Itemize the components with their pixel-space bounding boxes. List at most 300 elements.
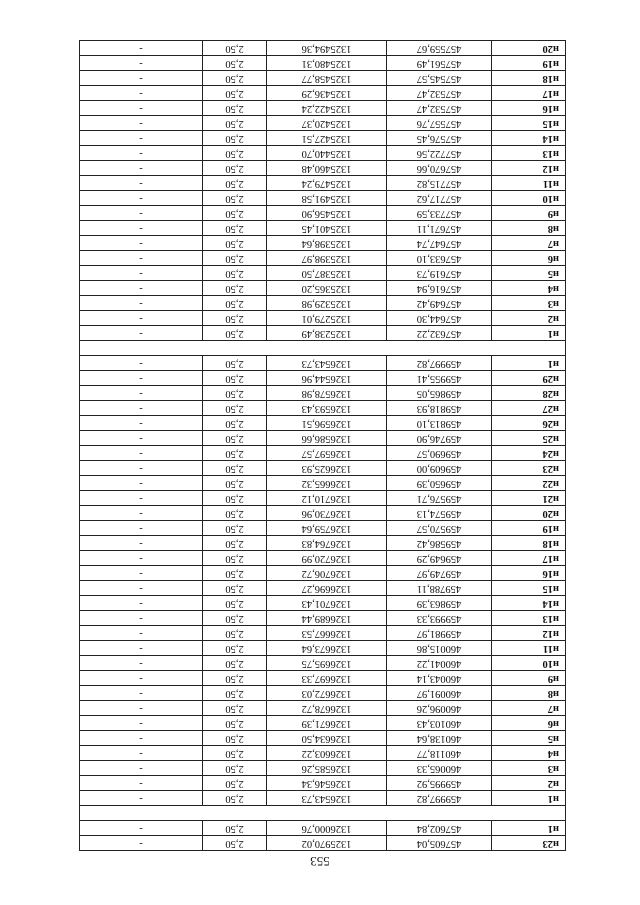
accuracy-cell: 2,50 bbox=[203, 641, 267, 656]
accuracy-cell: 2,50 bbox=[203, 716, 267, 731]
x-coordinate-cell: 459993,33 bbox=[387, 611, 492, 626]
note-cell: - bbox=[80, 626, 203, 641]
y-coordinate-cell: 1326625,93 bbox=[267, 461, 387, 476]
x-coordinate-cell: 459609,00 bbox=[387, 461, 492, 476]
x-coordinate-cell: 459997,82 bbox=[387, 791, 492, 806]
note-cell: - bbox=[80, 161, 203, 176]
point-name-cell: н19 bbox=[492, 56, 566, 71]
note-cell: - bbox=[80, 146, 203, 161]
y-coordinate-cell: 1326543,73 bbox=[267, 791, 387, 806]
note-cell: - bbox=[80, 131, 203, 146]
table-row bbox=[80, 776, 566, 791]
y-coordinate-cell: 1326710,12 bbox=[267, 491, 387, 506]
note-cell: - bbox=[80, 656, 203, 671]
point-name-cell: н11 bbox=[492, 176, 566, 191]
point-name-cell: н7 bbox=[492, 701, 566, 716]
accuracy-cell: 2,50 bbox=[203, 266, 267, 281]
table-row bbox=[80, 836, 566, 851]
x-coordinate-cell: 457647,74 bbox=[387, 236, 492, 251]
note-cell: - bbox=[80, 581, 203, 596]
accuracy-cell: 2,50 bbox=[203, 356, 267, 371]
section-separator-row bbox=[80, 806, 566, 821]
y-coordinate-cell: 1325479,24 bbox=[267, 176, 387, 191]
point-name-cell: н23 bbox=[492, 836, 566, 851]
table-row bbox=[80, 821, 566, 836]
table-row bbox=[80, 791, 566, 806]
note-cell: - bbox=[80, 401, 203, 416]
y-coordinate-cell: 1326544,96 bbox=[267, 371, 387, 386]
note-cell: - bbox=[80, 356, 203, 371]
point-name-cell: н14 bbox=[492, 131, 566, 146]
accuracy-cell: 2,50 bbox=[203, 521, 267, 536]
point-name-cell: н22 bbox=[492, 476, 566, 491]
y-coordinate-cell: 1326678,72 bbox=[267, 701, 387, 716]
x-coordinate-cell: 460103,43 bbox=[387, 716, 492, 731]
x-coordinate-cell: 457644,30 bbox=[387, 311, 492, 326]
section-separator-row bbox=[80, 341, 566, 356]
accuracy-cell: 2,50 bbox=[203, 116, 267, 131]
point-name-cell: н6 bbox=[492, 251, 566, 266]
accuracy-cell: 2,50 bbox=[203, 326, 267, 341]
x-coordinate-cell: 457605,04 bbox=[387, 836, 492, 851]
note-cell: - bbox=[80, 326, 203, 341]
table-row bbox=[80, 611, 566, 626]
x-coordinate-cell: 457561,49 bbox=[387, 56, 492, 71]
x-coordinate-cell: 459649,29 bbox=[387, 551, 492, 566]
coordinates-table bbox=[79, 40, 566, 851]
accuracy-cell: 2,50 bbox=[203, 431, 267, 446]
point-name-cell: н24 bbox=[492, 446, 566, 461]
note-cell: - bbox=[80, 371, 203, 386]
point-name-cell: н6 bbox=[492, 716, 566, 731]
point-name-cell: н14 bbox=[492, 596, 566, 611]
accuracy-cell: 2,50 bbox=[203, 56, 267, 71]
y-coordinate-cell: 1326701,43 bbox=[267, 596, 387, 611]
point-name-cell: н1 bbox=[492, 821, 566, 836]
table-row bbox=[80, 701, 566, 716]
point-name-cell: н9 bbox=[492, 206, 566, 221]
table-row bbox=[80, 566, 566, 581]
table-row bbox=[80, 71, 566, 86]
point-name-cell: н17 bbox=[492, 551, 566, 566]
accuracy-cell: 2,50 bbox=[203, 221, 267, 236]
table-row bbox=[80, 56, 566, 71]
accuracy-cell: 2,50 bbox=[203, 686, 267, 701]
note-cell: - bbox=[80, 386, 203, 401]
x-coordinate-cell: 457532,47 bbox=[387, 86, 492, 101]
x-coordinate-cell: 459576,71 bbox=[387, 491, 492, 506]
accuracy-cell: 2,50 bbox=[203, 476, 267, 491]
table-row bbox=[80, 536, 566, 551]
x-coordinate-cell: 459749,97 bbox=[387, 566, 492, 581]
y-coordinate-cell: 1325436,29 bbox=[267, 86, 387, 101]
accuracy-cell: 2,50 bbox=[203, 506, 267, 521]
point-name-cell: н7 bbox=[492, 236, 566, 251]
x-coordinate-cell: 457715,82 bbox=[387, 176, 492, 191]
point-name-cell: н16 bbox=[492, 101, 566, 116]
note-cell: - bbox=[80, 776, 203, 791]
y-coordinate-cell: 1325420,37 bbox=[267, 116, 387, 131]
y-coordinate-cell: 1325398,64 bbox=[267, 236, 387, 251]
accuracy-cell: 2,50 bbox=[203, 206, 267, 221]
point-name-cell: н13 bbox=[492, 611, 566, 626]
table-row bbox=[80, 401, 566, 416]
y-coordinate-cell: 1326706,72 bbox=[267, 566, 387, 581]
x-coordinate-cell: 457717,62 bbox=[387, 191, 492, 206]
accuracy-cell: 2,50 bbox=[203, 71, 267, 86]
point-name-cell: н3 bbox=[492, 296, 566, 311]
y-coordinate-cell: 1326667,53 bbox=[267, 626, 387, 641]
point-name-cell: н29 bbox=[492, 371, 566, 386]
note-cell: - bbox=[80, 266, 203, 281]
y-coordinate-cell: 1325456,90 bbox=[267, 206, 387, 221]
x-coordinate-cell: 457670,66 bbox=[387, 161, 492, 176]
x-coordinate-cell: 457616,94 bbox=[387, 281, 492, 296]
x-coordinate-cell: 460041,22 bbox=[387, 656, 492, 671]
y-coordinate-cell: 1325427,51 bbox=[267, 131, 387, 146]
point-name-cell: н5 bbox=[492, 266, 566, 281]
x-coordinate-cell: 457602,84 bbox=[387, 821, 492, 836]
x-coordinate-cell: 457545,57 bbox=[387, 71, 492, 86]
point-name-cell: н16 bbox=[492, 566, 566, 581]
y-coordinate-cell: 1326720,99 bbox=[267, 551, 387, 566]
table-row bbox=[80, 116, 566, 131]
x-coordinate-cell: 459813,10 bbox=[387, 416, 492, 431]
x-coordinate-cell: 457649,42 bbox=[387, 296, 492, 311]
y-coordinate-cell: 1326672,03 bbox=[267, 686, 387, 701]
y-coordinate-cell: 1325279,01 bbox=[267, 311, 387, 326]
x-coordinate-cell: 460118,77 bbox=[387, 746, 492, 761]
point-name-cell: н1 bbox=[492, 326, 566, 341]
x-coordinate-cell: 459863,39 bbox=[387, 596, 492, 611]
note-cell: - bbox=[80, 596, 203, 611]
y-coordinate-cell: 1326596,51 bbox=[267, 416, 387, 431]
point-name-cell: н10 bbox=[492, 191, 566, 206]
accuracy-cell: 2,50 bbox=[203, 731, 267, 746]
y-coordinate-cell: 1326764,83 bbox=[267, 536, 387, 551]
x-coordinate-cell: 457559,67 bbox=[387, 41, 492, 56]
table-row bbox=[80, 161, 566, 176]
note-cell: - bbox=[80, 101, 203, 116]
y-coordinate-cell: 1326603,22 bbox=[267, 746, 387, 761]
accuracy-cell: 2,50 bbox=[203, 461, 267, 476]
note-cell: - bbox=[80, 431, 203, 446]
point-name-cell: н20 bbox=[492, 506, 566, 521]
y-coordinate-cell: 1326597,57 bbox=[267, 446, 387, 461]
y-coordinate-cell: 1325387,50 bbox=[267, 266, 387, 281]
note-cell: - bbox=[80, 566, 203, 581]
table-row bbox=[80, 581, 566, 596]
table-row bbox=[80, 716, 566, 731]
x-coordinate-cell: 459586,42 bbox=[387, 536, 492, 551]
y-coordinate-cell: 1325480,31 bbox=[267, 56, 387, 71]
note-cell: - bbox=[80, 221, 203, 236]
table-row bbox=[80, 41, 566, 56]
table-row bbox=[80, 296, 566, 311]
accuracy-cell: 2,50 bbox=[203, 311, 267, 326]
note-cell: - bbox=[80, 506, 203, 521]
accuracy-cell: 2,50 bbox=[203, 611, 267, 626]
point-name-cell: н10 bbox=[492, 656, 566, 671]
accuracy-cell: 2,50 bbox=[203, 191, 267, 206]
x-coordinate-cell: 460138,64 bbox=[387, 731, 492, 746]
accuracy-cell: 2,50 bbox=[203, 746, 267, 761]
table-row bbox=[80, 626, 566, 641]
accuracy-cell: 2,50 bbox=[203, 401, 267, 416]
table-row bbox=[80, 476, 566, 491]
note-cell: - bbox=[80, 311, 203, 326]
note-cell: - bbox=[80, 416, 203, 431]
y-coordinate-cell: 1326689,44 bbox=[267, 611, 387, 626]
point-name-cell: н11 bbox=[492, 641, 566, 656]
y-coordinate-cell: 1325491,58 bbox=[267, 191, 387, 206]
table-row bbox=[80, 371, 566, 386]
table-row bbox=[80, 131, 566, 146]
accuracy-cell: 2,50 bbox=[203, 656, 267, 671]
table-row bbox=[80, 521, 566, 536]
x-coordinate-cell: 459981,97 bbox=[387, 626, 492, 641]
separator-cell bbox=[80, 341, 566, 356]
x-coordinate-cell: 457557,76 bbox=[387, 116, 492, 131]
accuracy-cell: 2,50 bbox=[203, 41, 267, 56]
point-name-cell: н4 bbox=[492, 281, 566, 296]
accuracy-cell: 2,50 bbox=[203, 386, 267, 401]
x-coordinate-cell: 457632,22 bbox=[387, 326, 492, 341]
table-row bbox=[80, 101, 566, 116]
table-row bbox=[80, 386, 566, 401]
table-row bbox=[80, 176, 566, 191]
point-name-cell: н18 bbox=[492, 536, 566, 551]
page-number: 553 bbox=[310, 854, 330, 869]
y-coordinate-cell: 1326695,75 bbox=[267, 656, 387, 671]
point-name-cell: н3 bbox=[492, 761, 566, 776]
separator-cell bbox=[80, 806, 566, 821]
point-name-cell: н15 bbox=[492, 581, 566, 596]
point-name-cell: н19 bbox=[492, 521, 566, 536]
x-coordinate-cell: 459955,41 bbox=[387, 371, 492, 386]
note-cell: - bbox=[80, 701, 203, 716]
accuracy-cell: 2,50 bbox=[203, 581, 267, 596]
table-row bbox=[80, 146, 566, 161]
x-coordinate-cell: 457671,11 bbox=[387, 221, 492, 236]
accuracy-cell: 2,50 bbox=[203, 131, 267, 146]
table-row bbox=[80, 761, 566, 776]
table-row bbox=[80, 641, 566, 656]
point-name-cell: н13 bbox=[492, 146, 566, 161]
x-coordinate-cell: 457532,47 bbox=[387, 101, 492, 116]
x-coordinate-cell: 460015,86 bbox=[387, 641, 492, 656]
point-name-cell: н28 bbox=[492, 386, 566, 401]
x-coordinate-cell: 459570,57 bbox=[387, 521, 492, 536]
point-name-cell: н12 bbox=[492, 626, 566, 641]
note-cell: - bbox=[80, 746, 203, 761]
table-row bbox=[80, 746, 566, 761]
accuracy-cell: 2,50 bbox=[203, 791, 267, 806]
y-coordinate-cell: 1326543,73 bbox=[267, 356, 387, 371]
table-row bbox=[80, 686, 566, 701]
y-coordinate-cell: 1325238,49 bbox=[267, 326, 387, 341]
y-coordinate-cell: 1326759,64 bbox=[267, 521, 387, 536]
table-row bbox=[80, 656, 566, 671]
note-cell: - bbox=[80, 116, 203, 131]
y-coordinate-cell: 1325970,02 bbox=[267, 836, 387, 851]
accuracy-cell: 2,50 bbox=[203, 836, 267, 851]
table-row bbox=[80, 206, 566, 221]
x-coordinate-cell: 457576,45 bbox=[387, 131, 492, 146]
table-row bbox=[80, 461, 566, 476]
accuracy-cell: 2,50 bbox=[203, 566, 267, 581]
point-name-cell: н21 bbox=[492, 491, 566, 506]
table-row bbox=[80, 596, 566, 611]
point-name-cell: н17 bbox=[492, 86, 566, 101]
accuracy-cell: 2,50 bbox=[203, 776, 267, 791]
y-coordinate-cell: 1325422,24 bbox=[267, 101, 387, 116]
accuracy-cell: 2,50 bbox=[203, 536, 267, 551]
y-coordinate-cell: 1326593,43 bbox=[267, 401, 387, 416]
point-name-cell: н26 bbox=[492, 416, 566, 431]
y-coordinate-cell: 1326671,39 bbox=[267, 716, 387, 731]
accuracy-cell: 2,50 bbox=[203, 416, 267, 431]
y-coordinate-cell: 1325329,98 bbox=[267, 296, 387, 311]
note-cell: - bbox=[80, 56, 203, 71]
x-coordinate-cell: 459746,90 bbox=[387, 431, 492, 446]
table-row bbox=[80, 671, 566, 686]
table-row bbox=[80, 236, 566, 251]
point-name-cell: н5 bbox=[492, 731, 566, 746]
accuracy-cell: 2,50 bbox=[203, 281, 267, 296]
note-cell: - bbox=[80, 476, 203, 491]
note-cell: - bbox=[80, 176, 203, 191]
point-name-cell: н12 bbox=[492, 161, 566, 176]
x-coordinate-cell: 459995,92 bbox=[387, 776, 492, 791]
point-name-cell: н1 bbox=[492, 356, 566, 371]
point-name-cell: н8 bbox=[492, 686, 566, 701]
y-coordinate-cell: 1326696,27 bbox=[267, 581, 387, 596]
point-name-cell: н9 bbox=[492, 671, 566, 686]
accuracy-cell: 2,50 bbox=[203, 371, 267, 386]
point-name-cell: н20 bbox=[492, 41, 566, 56]
x-coordinate-cell: 457633,10 bbox=[387, 251, 492, 266]
point-name-cell: н2 bbox=[492, 311, 566, 326]
y-coordinate-cell: 1325440,70 bbox=[267, 146, 387, 161]
note-cell: - bbox=[80, 71, 203, 86]
y-coordinate-cell: 1325458,77 bbox=[267, 71, 387, 86]
note-cell: - bbox=[80, 671, 203, 686]
y-coordinate-cell: 1325494,36 bbox=[267, 41, 387, 56]
accuracy-cell: 2,50 bbox=[203, 236, 267, 251]
x-coordinate-cell: 459690,57 bbox=[387, 446, 492, 461]
note-cell: - bbox=[80, 731, 203, 746]
note-cell: - bbox=[80, 686, 203, 701]
note-cell: - bbox=[80, 191, 203, 206]
accuracy-cell: 2,50 bbox=[203, 551, 267, 566]
y-coordinate-cell: 1326585,26 bbox=[267, 761, 387, 776]
accuracy-cell: 2,50 bbox=[203, 146, 267, 161]
x-coordinate-cell: 460043,14 bbox=[387, 671, 492, 686]
table-row bbox=[80, 326, 566, 341]
accuracy-cell: 2,50 bbox=[203, 491, 267, 506]
note-cell: - bbox=[80, 236, 203, 251]
point-name-cell: н8 bbox=[492, 221, 566, 236]
accuracy-cell: 2,50 bbox=[203, 176, 267, 191]
note-cell: - bbox=[80, 716, 203, 731]
x-coordinate-cell: 460065,33 bbox=[387, 761, 492, 776]
table-row bbox=[80, 266, 566, 281]
x-coordinate-cell: 459865,05 bbox=[387, 386, 492, 401]
accuracy-cell: 2,50 bbox=[203, 761, 267, 776]
accuracy-cell: 2,50 bbox=[203, 251, 267, 266]
point-name-cell: н25 bbox=[492, 431, 566, 446]
accuracy-cell: 2,50 bbox=[203, 161, 267, 176]
y-coordinate-cell: 1325398,97 bbox=[267, 251, 387, 266]
note-cell: - bbox=[80, 206, 203, 221]
table-row bbox=[80, 491, 566, 506]
note-cell: - bbox=[80, 281, 203, 296]
point-name-cell: н27 bbox=[492, 401, 566, 416]
note-cell: - bbox=[80, 461, 203, 476]
point-name-cell: н1 bbox=[492, 791, 566, 806]
x-coordinate-cell: 459788,11 bbox=[387, 581, 492, 596]
note-cell: - bbox=[80, 551, 203, 566]
note-cell: - bbox=[80, 641, 203, 656]
note-cell: - bbox=[80, 446, 203, 461]
point-name-cell: н2 bbox=[492, 776, 566, 791]
table-row bbox=[80, 446, 566, 461]
x-coordinate-cell: 459650,39 bbox=[387, 476, 492, 491]
x-coordinate-cell: 457619,73 bbox=[387, 266, 492, 281]
y-coordinate-cell: 1325401,45 bbox=[267, 221, 387, 236]
y-coordinate-cell: 1325365,20 bbox=[267, 281, 387, 296]
x-coordinate-cell: 459997,82 bbox=[387, 356, 492, 371]
y-coordinate-cell: 1326673,64 bbox=[267, 641, 387, 656]
y-coordinate-cell: 1326546,34 bbox=[267, 776, 387, 791]
note-cell: - bbox=[80, 536, 203, 551]
accuracy-cell: 2,50 bbox=[203, 701, 267, 716]
table-row bbox=[80, 416, 566, 431]
point-name-cell: н18 bbox=[492, 71, 566, 86]
table-row bbox=[80, 191, 566, 206]
table-row bbox=[80, 731, 566, 746]
x-coordinate-cell: 457722,56 bbox=[387, 146, 492, 161]
accuracy-cell: 2,50 bbox=[203, 596, 267, 611]
y-coordinate-cell: 1326697,33 bbox=[267, 671, 387, 686]
y-coordinate-cell: 1326730,96 bbox=[267, 506, 387, 521]
accuracy-cell: 2,50 bbox=[203, 821, 267, 836]
y-coordinate-cell: 1326578,98 bbox=[267, 386, 387, 401]
x-coordinate-cell: 457733,59 bbox=[387, 206, 492, 221]
x-coordinate-cell: 460091,97 bbox=[387, 686, 492, 701]
x-coordinate-cell: 459818,93 bbox=[387, 401, 492, 416]
y-coordinate-cell: 1325460,48 bbox=[267, 161, 387, 176]
y-coordinate-cell: 1326586,66 bbox=[267, 431, 387, 446]
note-cell: - bbox=[80, 791, 203, 806]
table-row bbox=[80, 221, 566, 236]
note-cell: - bbox=[80, 821, 203, 836]
x-coordinate-cell: 459574,13 bbox=[387, 506, 492, 521]
table-row bbox=[80, 311, 566, 326]
y-coordinate-cell: 1326665,32 bbox=[267, 476, 387, 491]
note-cell: - bbox=[80, 491, 203, 506]
accuracy-cell: 2,50 bbox=[203, 671, 267, 686]
x-coordinate-cell: 460096,26 bbox=[387, 701, 492, 716]
point-name-cell: н4 bbox=[492, 746, 566, 761]
note-cell: - bbox=[80, 761, 203, 776]
note-cell: - bbox=[80, 41, 203, 56]
note-cell: - bbox=[80, 86, 203, 101]
table-row bbox=[80, 551, 566, 566]
table-row bbox=[80, 431, 566, 446]
accuracy-cell: 2,50 bbox=[203, 86, 267, 101]
